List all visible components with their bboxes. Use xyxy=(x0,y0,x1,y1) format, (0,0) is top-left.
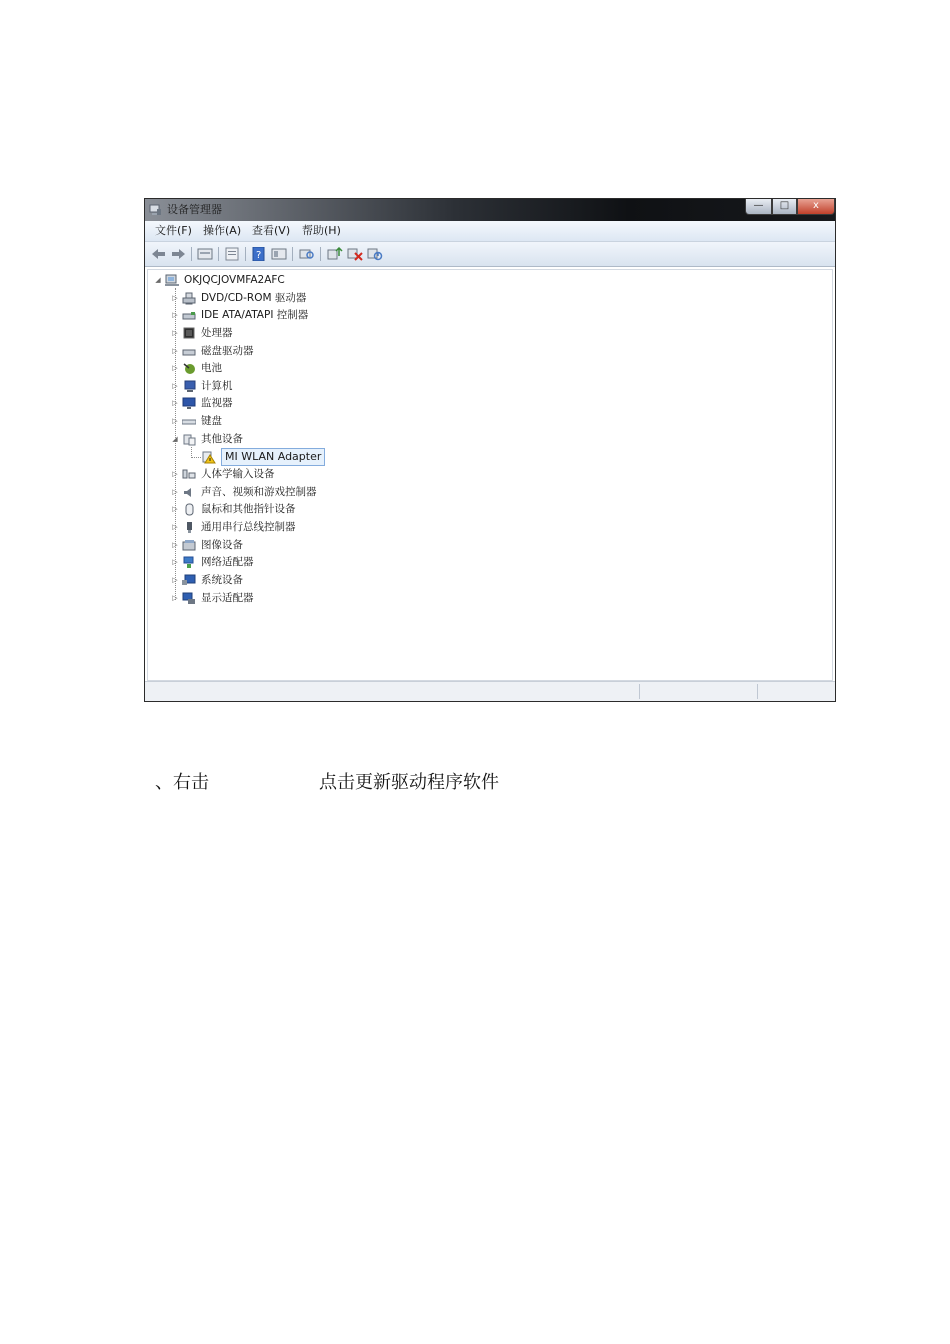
expand-arrow-icon[interactable]: ▷ xyxy=(172,382,178,390)
network-icon xyxy=(182,556,196,569)
status-bar xyxy=(145,681,835,701)
device-tree[interactable] xyxy=(147,269,833,681)
toolbar-separator xyxy=(218,247,219,261)
help-icon[interactable] xyxy=(251,247,267,261)
back-icon[interactable] xyxy=(151,247,167,261)
tree-item-label: 键盘 xyxy=(201,415,222,427)
scan-hardware-icon[interactable] xyxy=(299,247,315,261)
expand-arrow-icon[interactable]: ▷ xyxy=(172,488,178,496)
title-bar[interactable] xyxy=(145,199,835,221)
mouse-icon xyxy=(182,503,196,516)
dvd-drive-icon xyxy=(182,292,196,305)
expand-arrow-icon[interactable]: ▷ xyxy=(172,417,178,425)
show-hide-icon[interactable] xyxy=(197,247,213,261)
other-devices-icon xyxy=(182,433,196,446)
battery-icon xyxy=(182,362,196,375)
tree-item-label: 电池 xyxy=(201,362,222,374)
expand-arrow-icon[interactable]: ▷ xyxy=(172,399,178,407)
tree-item-label: 处理器 xyxy=(201,327,233,339)
tree-item-label: 鼠标和其他指针设备 xyxy=(201,503,296,515)
collapse-arrow-icon[interactable]: ◢ xyxy=(172,435,178,443)
expand-arrow-icon[interactable]: ▷ xyxy=(172,294,178,302)
menu-bar xyxy=(145,221,835,242)
status-separator xyxy=(639,684,640,699)
expand-arrow-icon[interactable]: ▷ xyxy=(172,505,178,513)
computer-icon xyxy=(182,380,196,393)
menu-view[interactable]: 查看(V) xyxy=(252,224,291,237)
window-title: 设备管理器 xyxy=(167,203,222,216)
menu-file[interactable]: 文件(F) xyxy=(155,224,192,237)
toolbar-separator xyxy=(191,247,192,261)
imaging-icon xyxy=(182,539,196,552)
expand-arrow-icon[interactable]: ▷ xyxy=(172,347,178,355)
tree-item-label: 人体学输入设备 xyxy=(201,468,275,480)
svg-text:?: ? xyxy=(256,250,262,261)
uninstall-icon[interactable] xyxy=(347,247,363,261)
toolbar xyxy=(145,242,835,267)
computer-root-icon xyxy=(165,274,179,287)
monitor-icon xyxy=(182,397,196,410)
expand-arrow-icon[interactable]: ▷ xyxy=(172,576,178,584)
tree-item-label: 系统设备 xyxy=(201,574,243,586)
caption-step-right-click: 、右击 xyxy=(155,772,209,793)
tree-guide-line xyxy=(191,457,201,458)
tree-item-label: DVD/CD-ROM 驱动器 xyxy=(201,292,307,304)
disk-drive-icon xyxy=(182,345,196,358)
expand-arrow-icon[interactable]: ▷ xyxy=(172,541,178,549)
expand-arrow-icon[interactable]: ▷ xyxy=(172,470,178,478)
sound-icon xyxy=(182,486,196,499)
expand-arrow-icon[interactable]: ▷ xyxy=(172,364,178,372)
tree-item-label: 声音、视频和游戏控制器 xyxy=(201,486,317,498)
tree-item-label: 计算机 xyxy=(201,380,233,392)
processor-icon xyxy=(182,327,196,340)
collapse-arrow-icon[interactable]: ◢ xyxy=(155,276,161,284)
warning-device-icon xyxy=(202,451,216,464)
tree-item-label: 其他设备 xyxy=(201,433,243,445)
tree-item-label: 图像设备 xyxy=(201,539,243,551)
forward-icon[interactable] xyxy=(170,247,186,261)
update-driver-icon[interactable] xyxy=(327,247,343,261)
device-manager-icon xyxy=(149,203,162,216)
disable-icon[interactable] xyxy=(367,247,383,261)
view-icon[interactable] xyxy=(271,247,287,261)
ide-controller-icon xyxy=(182,309,196,322)
expand-arrow-icon[interactable]: ▷ xyxy=(172,558,178,566)
tree-item-label: 磁盘驱动器 xyxy=(201,345,254,357)
expand-arrow-icon[interactable]: ▷ xyxy=(172,311,178,319)
toolbar-separator xyxy=(292,247,293,261)
maximize-button[interactable]: □ xyxy=(772,199,797,215)
tree-item-label: 通用串行总线控制器 xyxy=(201,521,296,533)
tree-item-label: IDE ATA/ATAPI 控制器 xyxy=(201,309,309,321)
properties-icon[interactable] xyxy=(224,247,240,261)
tree-item-label: MI WLAN Adapter xyxy=(221,448,325,466)
device-manager-screenshot xyxy=(144,198,836,702)
menu-help[interactable]: 帮助(H) xyxy=(302,224,341,237)
status-separator xyxy=(757,684,758,699)
menu-action[interactable]: 操作(A) xyxy=(203,224,242,237)
tree-item-label: 显示适配器 xyxy=(201,592,254,604)
expand-arrow-icon[interactable]: ▷ xyxy=(172,523,178,531)
toolbar-separator xyxy=(245,247,246,261)
tree-item-label: 网络适配器 xyxy=(201,556,254,568)
toolbar-separator xyxy=(320,247,321,261)
tree-item-label: 监视器 xyxy=(201,397,233,409)
expand-arrow-icon[interactable]: ▷ xyxy=(172,329,178,337)
tree-root-label: OKJQCJOVMFA2AFC xyxy=(184,274,285,286)
caption-update-driver: 点击更新驱动程序软件 xyxy=(319,772,499,793)
system-icon xyxy=(182,574,196,587)
keyboard-icon xyxy=(182,415,196,428)
display-adapter-icon xyxy=(182,592,196,605)
close-button[interactable]: x xyxy=(797,199,835,215)
usb-icon xyxy=(182,521,196,534)
expand-arrow-icon[interactable]: ▷ xyxy=(172,594,178,602)
hid-icon xyxy=(182,468,196,481)
minimize-button[interactable]: — xyxy=(745,199,772,215)
